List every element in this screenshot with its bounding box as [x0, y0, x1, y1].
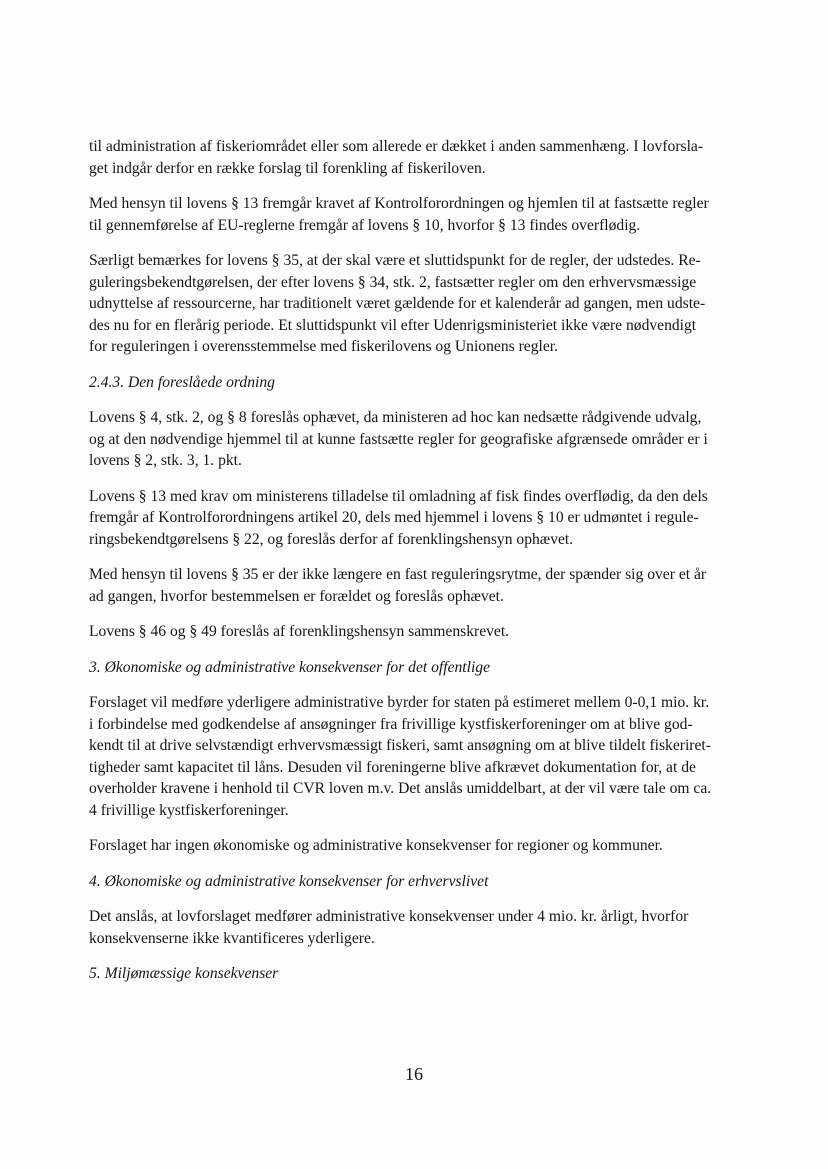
text-line: lovens § 2, stk. 3, 1. pkt.	[89, 452, 242, 469]
body-paragraph	[89, 407, 739, 472]
text-line: des nu for en flerårig periode. Et sluttidspunkt vil efter Udenrigsministeriet ikke være nødvendigt	[89, 316, 697, 334]
body-paragraph	[89, 621, 739, 643]
text-line: til administration af fiskeriområdet eller som allerede er dækket i anden sammenhæng. I lovforsla-	[89, 138, 704, 155]
body-paragraph	[89, 193, 739, 236]
text-line: Lovens § 46 og § 49 foreslås af forenklingshensyn sammenskrevet.	[89, 623, 510, 640]
text-line: ad gangen, hvorfor bestemmelsen er forældet og foreslås ophævet.	[89, 587, 504, 605]
text-line: til gennemførelse af EU-reglerne fremgår af lovens § 10, hvorfor § 13 findes overflødig.	[89, 216, 641, 234]
document-body	[89, 136, 739, 985]
text-line: i forbindelse med godkendelse af ansøgninger fra frivillige kystfiskerforeninger om at blive god-	[89, 715, 693, 733]
text-line: fremgår af Kontrolforordningens artikel 20, dels med hjemmel i lovens § 10 er udmøntet i regule-	[89, 509, 699, 526]
body-paragraph	[89, 136, 739, 179]
heading-text: 3. Økonomiske og administrative konsekvenser for det offentlige	[89, 658, 491, 676]
heading-text: 5. Miljømæssige konsekvenser	[89, 965, 279, 982]
text-line: Særligt bemærkes for lovens § 35, at der skal være et sluttidspunkt for de regler, der udstedes. Re-	[89, 252, 701, 269]
page-number: 16	[405, 1064, 423, 1084]
text-line: 4 frivillige kystfiskerforeninger.	[89, 801, 289, 819]
body-paragraph	[89, 486, 739, 551]
heading-text: 4. Økonomiske og administrative konsekvenser for erhvervslivet	[89, 872, 489, 890]
text-line: ringsbekendtgørelsens § 22, og foreslås derfor af forenklingshensyn ophævet.	[89, 530, 574, 548]
body-paragraph	[89, 906, 739, 949]
text-line: Lovens § 4, stk. 2, og § 8 foreslås ophævet, da ministeren ad hoc kan nedsætte rådgivende udvalg,	[89, 409, 702, 426]
text-line: kendt til at drive selvstændigt erhvervsmæssigt fiskeri, samt ansøgning om at blive tildelt fiskeriret-	[89, 737, 711, 754]
text-line: get indgår derfor en række forslag til forenkling af fiskeriloven.	[89, 159, 486, 177]
text-line: Med hensyn til lovens § 13 fremgår kravet af Kontrolforordningen og hjemlen til at fastsætte regler	[89, 195, 709, 212]
text-line: konsekvenserne ikke kvantificeres yderligere.	[89, 929, 375, 947]
text-line: og at den nødvendige hjemmel til at kunne fastsætte regler for geografiske afgrænsede områder er i	[89, 430, 708, 448]
text-line: Forslaget har ingen økonomiske og administrative konsekvenser for regioner og kommuner.	[89, 837, 663, 854]
text-line: Lovens § 13 med krav om ministerens tilladelse til omladning af fisk findes overflødig, da den dels	[89, 487, 708, 505]
text-line: Med hensyn til lovens § 35 er der ikke længere en fast reguleringsrytme, der spænder sig over et år	[89, 566, 707, 583]
text-line: for reguleringen i overensstemmelse med fiskerilovens og Unionens regler.	[89, 338, 558, 355]
text-line: overholder kravene i henhold til CVR loven m.v. Det anslås umiddelbart, at der vil være tale om ca.	[89, 780, 712, 797]
section-heading	[89, 963, 739, 985]
body-paragraph	[89, 692, 739, 821]
section-heading	[89, 871, 739, 893]
text-line: Det anslås, at lovforslaget medfører administrative konsekvenser under 4 mio. kr. årligt, hvorfor	[89, 908, 689, 925]
heading-text: 2.4.3. Den foreslåede ordning	[89, 373, 275, 391]
text-line: guleringsbekendtgørelsen, der efter lovens § 34, stk. 2, fastsætter regler om den erhvervsmæssige	[89, 273, 697, 291]
section-heading	[89, 372, 739, 394]
text-line: tigheder samt kapacitet til låns. Desuden vil foreningerne blive afkrævet dokumentation for, at de	[89, 758, 696, 776]
text-line: Forslaget vil medføre yderligere administrative byrder for staten på estimeret mellem 0-0,1 mio. kr.	[89, 694, 710, 711]
section-heading	[89, 657, 739, 679]
body-paragraph	[89, 250, 739, 358]
body-paragraph	[89, 835, 739, 857]
body-paragraph	[89, 564, 739, 607]
text-line: udnyttelse af ressourcerne, har traditionelt været gældende for et kalenderår ad gangen, men udste-	[89, 295, 706, 312]
